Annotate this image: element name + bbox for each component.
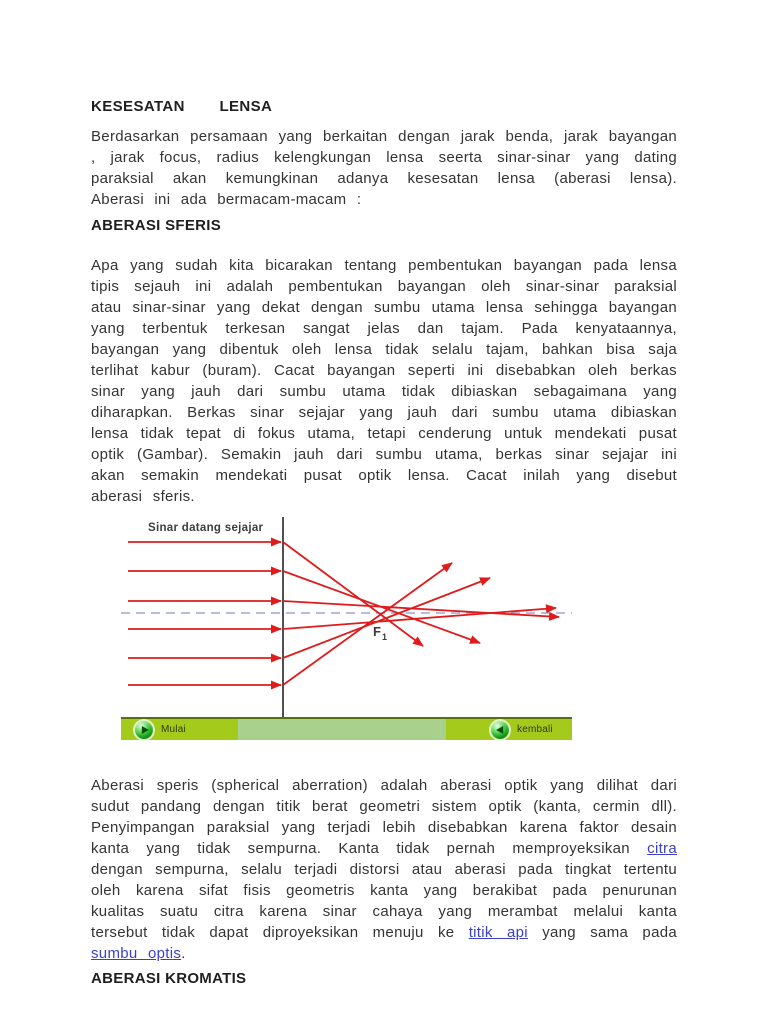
mulai-button-label: Mulai: [161, 724, 186, 735]
link-citra[interactable]: citra: [647, 840, 677, 857]
paragraph-text: dengan sempurna, selalu terjadi distorsi atau aberasi pada tingkat tertentu oleh karena sifat fisis geometris kanta yang berakibat pada penurunan kualitas suatu citra karena sinar cahaya yang merambat melalui kanta tersebut tidak dapat diproyeksikan menuju ke: [91, 861, 677, 941]
focus-point-subscript: 1: [382, 632, 388, 642]
mulai-button[interactable]: [135, 719, 215, 740]
refracted-ray: [283, 578, 490, 658]
refracted-ray: [283, 608, 556, 629]
sferis-paragraph: Apa yang sudah kita bicarakan tentang pembentukan bayangan pada lensa tipis sejauh ini adalah pembentukan bayangan oleh sinar-sinar paraksial atau sinar-sinar yang dekat dengan sumbu utama lensa sehingga bayangan yang terbentuk terkesan sangat jelas dan tajam. Pada kenyataannya, bayangan yang dibentuk oleh lensa tidak selalu tajam, bahkan bisa saja terlihat kabur (buram). Cacat bayangan seperti ini disebabkan oleh berkas sinar yang jauh dari sumbu utama tidak dibiaskan sebagaimana yang diharapkan. Berkas sinar sejajar yang jauh dari sumbu utama dibiaskan lensa tidak tepat di fokus utama, tetapi cenderung untuk mendekati pusat optik (Gambar). Semakin jauh dari sumbu utama, berkas sinar sejajar ini akan semakin mendekati pusat optik lensa. Cacat inilah yang disebut aberasi sferis.: [91, 257, 677, 505]
heading-aberasi-sferis: ABERASI SFERIS: [91, 217, 222, 235]
link-titik-api[interactable]: titik api: [468, 924, 528, 941]
incident-rays-label: Sinar datang sejajar: [148, 522, 264, 534]
kembali-button[interactable]: [491, 719, 572, 740]
heading-aberasi-kromatis: ABERASI KROMATIS: [91, 970, 247, 988]
paragraph-text: Aberasi speris (spherical aberration) adalah aberasi optik yang dilihat dari sudut pandang dengan titik berat geometri sistem optik (kanta, cermin dll). Penyimpangan paraksial yang terjadi lebih disebabkan karena faktor desain kanta yang tidak sempurna. Kanta tidak pernah memproyeksikan: [91, 777, 677, 857]
paragraph-text: yang sama pada: [527, 924, 678, 941]
toolbar-middle-section: [238, 719, 446, 740]
applet-toolbar: [121, 717, 572, 740]
play-triangle: [142, 726, 149, 734]
link-sumbu-optis[interactable]: sumbu optis: [91, 945, 182, 962]
kembali-button-label: kembali: [517, 724, 553, 735]
ray-diagram: [105, 505, 580, 750]
intro-paragraph: Berdasarkan persamaan yang berkaitan dengan jarak benda, jarak bayangan , jarak focus, radius kelengkungan lensa seerta sinar-sinar yang dating paraksial akan kemungkinan adanya kesesatan lensa (aberasi lensa). Aberasi ini ada bermacam-macam :: [91, 128, 677, 208]
paragraph-text: .: [181, 945, 186, 962]
refracted-ray: [283, 601, 559, 617]
spherical-aberration-figure: [105, 505, 580, 750]
page-title: KESESATAN LENSA: [91, 98, 273, 116]
back-icon: [491, 721, 509, 739]
speris-definition-paragraph: [91, 775, 677, 964]
play-icon: [135, 721, 153, 739]
back-triangle: [496, 726, 503, 734]
focus-point-label: F: [373, 624, 381, 639]
